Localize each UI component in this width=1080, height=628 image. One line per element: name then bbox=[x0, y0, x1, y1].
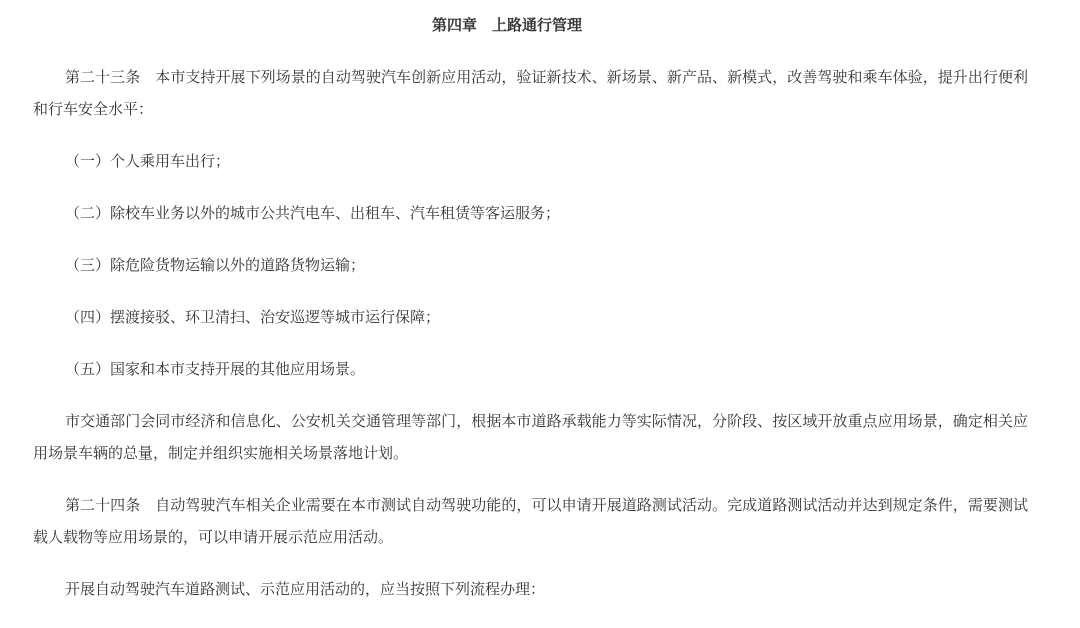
paragraph-item-2: （二）除校车业务以外的城市公共汽电车、出租车、汽车租赁等客运服务； bbox=[65, 204, 561, 222]
paragraph-item-4: （四）摆渡接驳、环卫清扫、治安巡逻等城市运行保障； bbox=[65, 308, 441, 326]
paragraph-process-intro: 开展自动驾驶汽车道路测试、示范应用活动的，应当按照下列流程办理： bbox=[65, 580, 546, 598]
paragraph-item-5: （五）国家和本市支持开展的其他应用场景。 bbox=[65, 360, 366, 378]
paragraph-item-3: （三）除危险货物运输以外的道路货物运输； bbox=[65, 256, 366, 274]
chapter-title: 第四章 上路通行管理 bbox=[431, 16, 582, 34]
paragraph-transport-dept: 市交通部门会同市经济和信息化、公安机关交通管理等部门，根据本市道路承载能力等实际情况，分阶段、按区域开放重点应用场景，确定相关应用场景车辆的总量，制定并组织实施相关场景落地计划。 bbox=[33, 412, 1028, 462]
paragraph-article-24: 第二十四条 自动驾驶汽车相关企业需要在本市测试自动驾驶功能的，可以申请开展道路测试活动。完成道路测试活动并达到规定条件，需要测试载人载物等应用场景的，可以申请开展示范应用活动。 bbox=[33, 496, 1028, 546]
paragraph-item-1: （一）个人乘用车出行； bbox=[65, 152, 231, 170]
paragraph-article-23: 第二十三条 本市支持开展下列场景的自动驾驶汽车创新应用活动，验证新技术、新场景、新产品、新模式，改善驾驶和乘车体验，提升出行便利和行车安全水平： bbox=[33, 68, 1028, 118]
